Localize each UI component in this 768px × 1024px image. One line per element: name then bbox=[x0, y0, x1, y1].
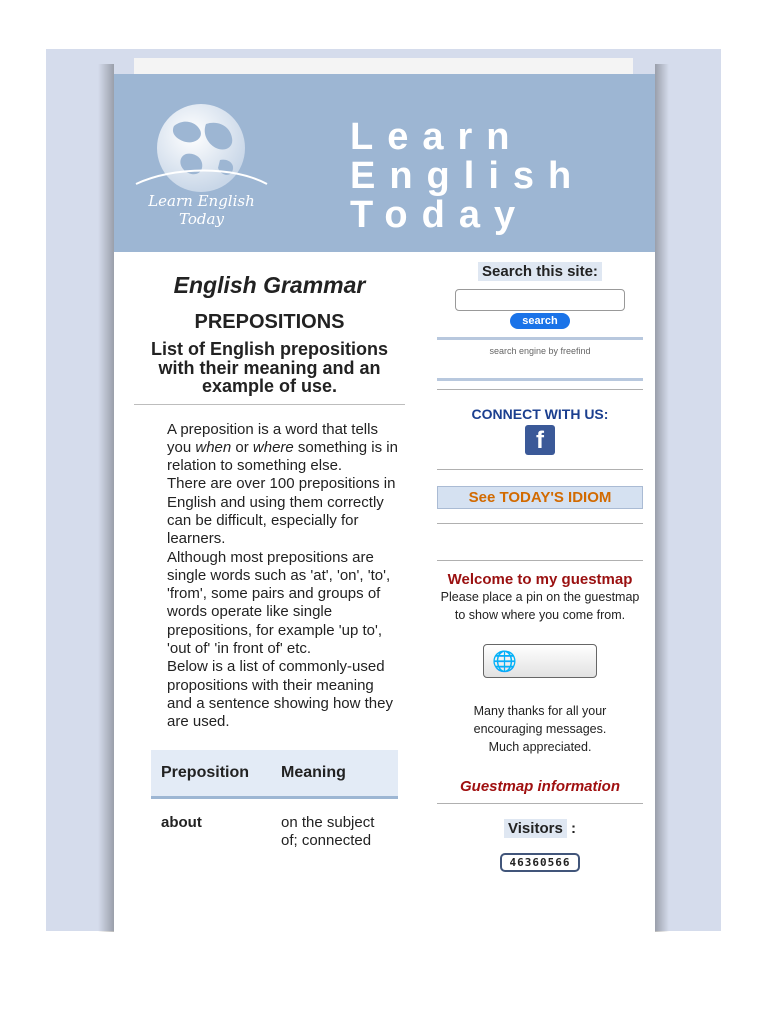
visitors-label-text: Visitors bbox=[504, 819, 567, 838]
divider bbox=[437, 378, 643, 381]
guestmap-description: Please place a pin on the guestmap to show where you come from. bbox=[440, 590, 640, 622]
divider bbox=[437, 337, 643, 340]
prepositions-table bbox=[151, 750, 398, 851]
top-strip bbox=[134, 58, 633, 74]
connect-label: CONNECT WITH US: bbox=[471, 406, 609, 422]
site-logo[interactable] bbox=[134, 104, 269, 228]
divider bbox=[437, 469, 643, 470]
intro-paragraph: There are over 100 prepositions in English and using them correctly can be difficult, especially for learners. bbox=[167, 475, 396, 548]
intro-text-part: A preposition is a word that tells you bbox=[167, 420, 378, 456]
site-title-line: Today bbox=[350, 194, 530, 236]
divider bbox=[134, 404, 405, 405]
intro-paragraph: Below is a list of commonly-used propositions with their meaning and a sentence showing how they are used. bbox=[167, 658, 393, 731]
intro-text-part: or bbox=[231, 438, 253, 456]
site-header bbox=[114, 74, 655, 252]
todays-idiom-link[interactable]: See TODAY'S IDIOM bbox=[437, 486, 643, 509]
globe-icon bbox=[134, 104, 269, 194]
search-input[interactable] bbox=[455, 289, 625, 311]
sidebar bbox=[437, 254, 643, 872]
preposition-cell: about bbox=[161, 813, 202, 831]
site-title-line: English bbox=[350, 155, 586, 197]
guestmap-button[interactable] bbox=[483, 644, 597, 678]
page-subtitle: List of English prepositions with their meaning and an example of use. bbox=[150, 339, 388, 396]
intro-text bbox=[167, 421, 399, 732]
intro-emphasis: where bbox=[252, 438, 294, 456]
column-header-meaning: Meaning bbox=[281, 763, 346, 781]
intro-text-part: something is in relation to something else. bbox=[167, 438, 398, 475]
thanks-text: Many thanks for all your encouraging messages. Much appreciated. bbox=[473, 704, 607, 754]
table-row bbox=[151, 814, 398, 851]
page-shadow-left bbox=[98, 64, 114, 932]
intro-paragraph: Although most prepositions are single words such as 'at', 'on', 'to', 'from', some pairs and groups of words operate like single prepositions, for example 'up to', 'out of' 'in front of' etc. bbox=[167, 548, 391, 658]
page-title: PREPOSITIONS bbox=[194, 311, 345, 333]
visitors-label bbox=[504, 820, 576, 837]
column-header-preposition: Preposition bbox=[161, 763, 250, 781]
guestmap-heading: Welcome to my guestmap bbox=[447, 571, 633, 588]
section-heading: English Grammar bbox=[173, 272, 366, 298]
facebook-icon[interactable]: f bbox=[525, 425, 555, 455]
intro-emphasis: when bbox=[195, 438, 232, 456]
table-header bbox=[151, 750, 398, 799]
page-container bbox=[114, 74, 655, 932]
guestmap-info-link[interactable]: Guestmap information bbox=[459, 778, 620, 795]
meaning-cell: on the subject of; connected bbox=[281, 813, 375, 850]
visitor-counter: 46360566 bbox=[500, 853, 581, 872]
intro-paragraph bbox=[167, 421, 399, 476]
divider bbox=[437, 523, 643, 524]
search-label: Search this site: bbox=[478, 262, 602, 281]
divider bbox=[437, 803, 643, 804]
globe-icon: 🌐 bbox=[492, 651, 517, 673]
main-content bbox=[134, 264, 405, 851]
freefind-link[interactable]: search engine by freefind bbox=[489, 346, 591, 356]
page-shadow-right bbox=[655, 64, 669, 932]
logo-text: Learn English Today bbox=[148, 192, 255, 228]
divider bbox=[437, 560, 643, 561]
site-title-line: Learn bbox=[350, 116, 524, 158]
site-title[interactable] bbox=[350, 118, 585, 235]
visitors-label-suffix: : bbox=[566, 820, 576, 837]
search-button[interactable]: search bbox=[510, 313, 569, 329]
divider bbox=[437, 389, 643, 390]
